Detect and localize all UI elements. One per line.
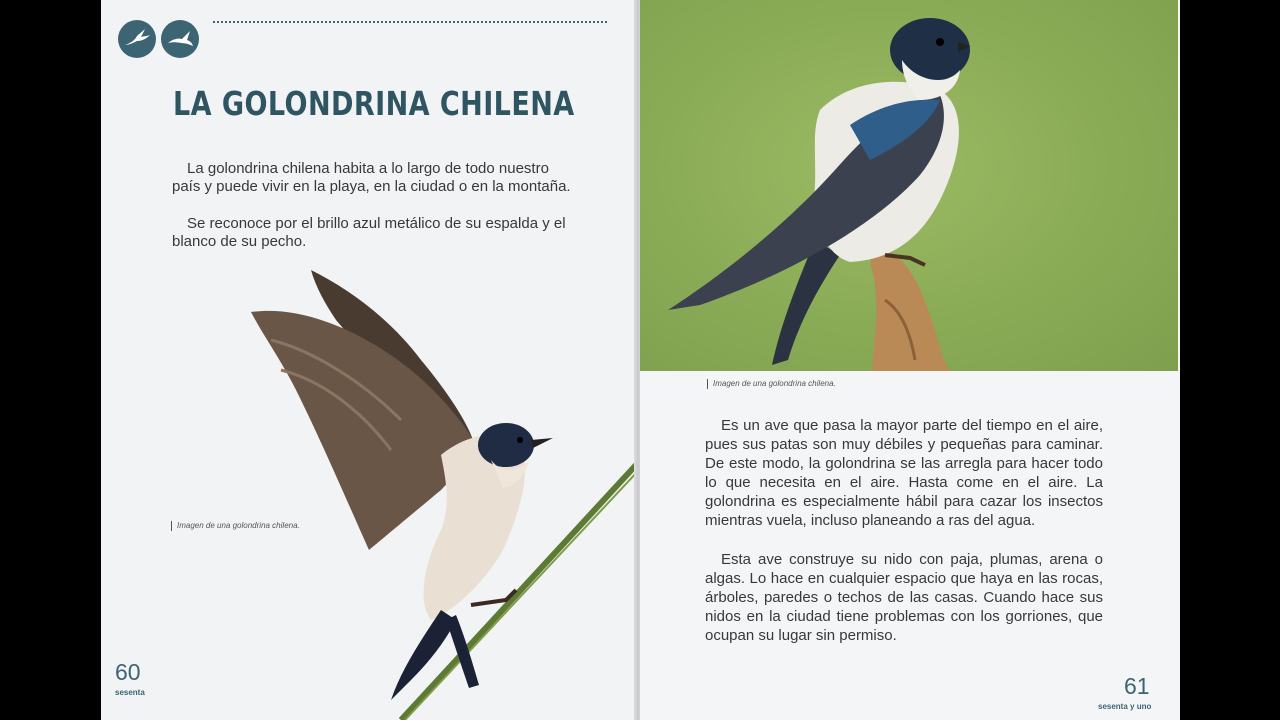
intro-paragraph-1: La golondrina chilena habita a lo largo de todo nuestro país y puede vivir en la playa, en la ciudad o en la montaña. [172,160,571,195]
page-number-word: sesenta y uno [1098,702,1152,711]
swallow-icon [123,27,151,51]
body-paragraph-2: Esta ave construye su nido con paja, plumas, arena o algas. Lo hace en cualquier espacio que haya en las rocas, árboles, paredes o techos de las casas. Cuando hace sus nidos en la ciudad tiene problemas con los gorriones, que ocupan su lugar sin permiso. [705,551,1103,644]
left-image-caption: Imagen de una golondrina chilena. [171,521,300,531]
right-page [640,0,1180,720]
page-number-word: sesenta [115,688,145,697]
page-number: 61 [1124,673,1150,699]
right-image-caption: Imagen de una golondrina chilena. [707,379,836,389]
page-title: LA GOLONDRINA CHILENA [173,84,575,123]
perched-swallow-illustration [640,0,1178,371]
swallow-icon [166,27,194,51]
swallow-flight-photo [241,260,637,720]
left-page [101,0,637,720]
swallow-badge-2 [161,20,199,58]
intro-paragraph-2: Se reconoce por el brillo azul metálico de su espalda y el blanco de su pecho. [172,215,566,250]
swallow-badge-1 [118,20,156,58]
dotted-rule [213,21,607,23]
page-number: 60 [115,659,141,685]
body-paragraph-1: Es un ave que pasa la mayor parte del tiempo en el aire, pues sus patas son muy débiles y pequeñas para caminar. De este modo, la golondrina se las arregla para hacer todo lo que necesita en el aire. Hasta come en el aire. La golondrina es especialmente hábil para cazar los insectos mientras vuela, incluso planeando a ras del agua. [705,417,1103,529]
